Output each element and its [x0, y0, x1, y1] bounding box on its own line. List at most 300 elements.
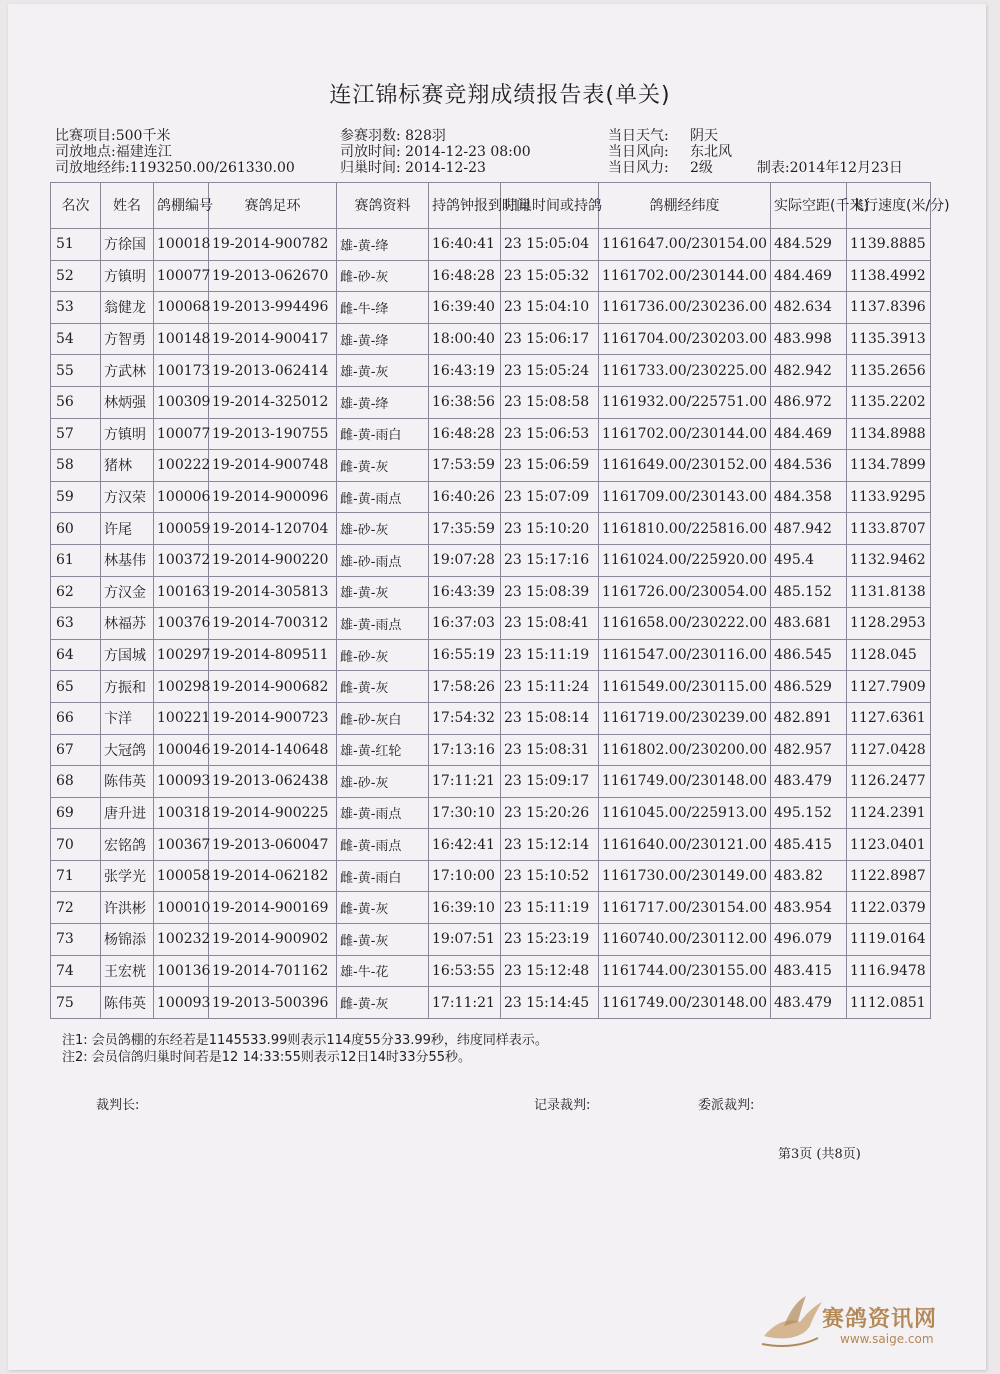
cell-bird-info: 雌-砂-灰白 [337, 702, 429, 734]
birds-value: 828羽 [405, 128, 446, 144]
info-block-right [608, 128, 903, 176]
cell-ring: 19-2014-900417 [209, 323, 337, 355]
cell-ring: 19-2013-500396 [209, 987, 337, 1019]
cell-bird-info: 雄-牛-花 [337, 955, 429, 987]
cell-ring: 19-2014-900096 [209, 481, 337, 513]
cell-distance: 485.152 [771, 576, 847, 608]
cell-rank: 68 [51, 766, 101, 798]
cell-bird-info: 雌-黄-雨白 [337, 418, 429, 450]
cell-bird-info: 雄-黄-绛 [337, 323, 429, 355]
cell-loft-no: 100010 [154, 892, 209, 924]
cell-rank: 53 [51, 292, 101, 324]
cell-speed: 1122.0379 [847, 892, 931, 924]
cell-speed: 1119.0164 [847, 924, 931, 956]
cell-rank: 52 [51, 260, 101, 292]
note-1: 注1: 会员鸽棚的东经若是1145533.99则表示114度55分33.99秒，纬度同样表示。 [62, 1033, 548, 1048]
table-row [51, 323, 931, 355]
cell-rank: 60 [51, 513, 101, 545]
cell-distance: 483.479 [771, 766, 847, 798]
col-loft-no: 鸽棚编号 [154, 183, 209, 229]
cell-rank: 59 [51, 481, 101, 513]
cell-loft-no: 100372 [154, 544, 209, 576]
birds-label: 参赛羽数: [340, 128, 401, 144]
table-row [51, 766, 931, 798]
cell-name: 宏铭鸽 [101, 829, 154, 861]
cell-rank: 72 [51, 892, 101, 924]
cell-coords: 1161024.00/225920.00 [599, 544, 771, 576]
col-bird-info: 赛鸽资料 [337, 183, 429, 229]
cell-loft-no: 100077 [154, 260, 209, 292]
cell-clock-time: 17:35:59 [429, 513, 501, 545]
cell-name: 卞洋 [101, 702, 154, 734]
cell-coords: 1161640.00/230121.00 [599, 829, 771, 861]
cell-clock-time: 17:13:16 [429, 734, 501, 766]
cell-ring: 19-2014-900220 [209, 544, 337, 576]
cell-distance: 485.415 [771, 829, 847, 861]
cell-clock-time: 17:54:32 [429, 702, 501, 734]
cell-name: 林基伟 [101, 544, 154, 576]
table-row [51, 513, 931, 545]
info-block-left [55, 128, 295, 176]
page-number: 第3页 (共8页) [778, 1147, 861, 1162]
cell-return-time: 23 15:08:31 [501, 734, 599, 766]
cell-rank: 62 [51, 576, 101, 608]
cell-loft-no: 100059 [154, 513, 209, 545]
cell-bird-info: 雌-黄-灰 [337, 671, 429, 703]
page-title: 连江锦标赛竞翔成绩报告表(单关) [329, 83, 671, 108]
cell-ring: 19-2014-900782 [209, 229, 337, 261]
pigeon-logo-icon [758, 1292, 828, 1352]
cell-name: 许洪彬 [101, 892, 154, 924]
cell-distance: 483.82 [771, 860, 847, 892]
cell-loft-no: 100093 [154, 766, 209, 798]
cell-rank: 73 [51, 924, 101, 956]
cell-return-time: 23 15:05:04 [501, 229, 599, 261]
cell-speed: 1128.045 [847, 639, 931, 671]
table-row [51, 955, 931, 987]
cell-return-time: 23 15:10:20 [501, 513, 599, 545]
table-row [51, 987, 931, 1019]
table-row [51, 639, 931, 671]
cell-loft-no: 100232 [154, 924, 209, 956]
cell-clock-time: 16:40:26 [429, 481, 501, 513]
cell-loft-no: 100077 [154, 418, 209, 450]
event-value: 500千米 [115, 128, 171, 144]
cell-distance: 495.4 [771, 544, 847, 576]
event-label: 比赛项目: [55, 128, 116, 144]
table-row [51, 418, 931, 450]
table-row [51, 260, 931, 292]
cell-ring: 19-2014-900225 [209, 797, 337, 829]
wind-force-label: 当日风力: [608, 160, 669, 176]
cell-name: 大冠鸽 [101, 734, 154, 766]
table-row [51, 702, 931, 734]
cell-return-time: 23 15:11:24 [501, 671, 599, 703]
cell-clock-time: 16:40:41 [429, 229, 501, 261]
table-row [51, 734, 931, 766]
cell-coords: 1161744.00/230155.00 [599, 955, 771, 987]
table-row [51, 229, 931, 261]
cell-ring: 19-2014-900169 [209, 892, 337, 924]
col-clock-time: 持鸽钟报到时间 [429, 183, 501, 229]
cell-coords: 1161736.00/230236.00 [599, 292, 771, 324]
col-speed: 飞行速度(米/分) [847, 183, 931, 229]
cell-distance: 482.634 [771, 292, 847, 324]
cell-coords: 1161719.00/230239.00 [599, 702, 771, 734]
cell-rank: 71 [51, 860, 101, 892]
cell-bird-info: 雄-砂-灰 [337, 513, 429, 545]
recorder-judge-label: 记录裁判: [534, 1098, 591, 1113]
cell-return-time: 23 15:08:58 [501, 386, 599, 418]
cell-ring: 19-2014-809511 [209, 639, 337, 671]
wind-force-value: 2级 [690, 160, 713, 176]
cell-speed: 1132.9462 [847, 544, 931, 576]
cell-name: 王宏桄 [101, 955, 154, 987]
delegate-judge-label: 委派裁判: [698, 1098, 755, 1113]
cell-coords: 1161717.00/230154.00 [599, 892, 771, 924]
cell-return-time: 23 15:11:19 [501, 892, 599, 924]
cell-rank: 70 [51, 829, 101, 861]
cell-speed: 1112.0851 [847, 987, 931, 1019]
cell-return-time: 23 15:05:24 [501, 355, 599, 387]
return-time-label: 归巢时间: [340, 160, 401, 176]
cell-rank: 61 [51, 544, 101, 576]
cell-speed: 1133.8707 [847, 513, 931, 545]
cell-return-time: 23 15:07:09 [501, 481, 599, 513]
cell-rank: 64 [51, 639, 101, 671]
table-row [51, 924, 931, 956]
cell-distance: 483.681 [771, 608, 847, 640]
cell-rank: 66 [51, 702, 101, 734]
table-row [51, 829, 931, 861]
table-header-row [51, 183, 931, 229]
col-rank: 名次 [51, 183, 101, 229]
cell-coords: 1161810.00/225816.00 [599, 513, 771, 545]
cell-bird-info: 雌-黄-雨点 [337, 829, 429, 861]
cell-rank: 67 [51, 734, 101, 766]
cell-name: 方汉金 [101, 576, 154, 608]
cell-distance: 483.479 [771, 987, 847, 1019]
cell-loft-no: 100148 [154, 323, 209, 355]
cell-ring: 19-2014-900902 [209, 924, 337, 956]
cell-distance: 487.942 [771, 513, 847, 545]
cell-distance: 484.469 [771, 418, 847, 450]
cell-loft-no: 100068 [154, 292, 209, 324]
cell-loft-no: 100046 [154, 734, 209, 766]
cell-clock-time: 16:38:56 [429, 386, 501, 418]
cell-return-time: 23 15:10:52 [501, 860, 599, 892]
cell-clock-time: 19:07:28 [429, 544, 501, 576]
cell-speed: 1127.6361 [847, 702, 931, 734]
release-coords-value: 1193250.00/261330.00 [129, 160, 295, 176]
chief-judge-label: 裁判长: [96, 1098, 140, 1113]
cell-coords: 1161649.00/230152.00 [599, 450, 771, 482]
table-row [51, 860, 931, 892]
cell-coords: 1161547.00/230116.00 [599, 639, 771, 671]
cell-coords: 1161709.00/230143.00 [599, 481, 771, 513]
cell-rank: 63 [51, 608, 101, 640]
info-block-middle [340, 128, 531, 176]
cell-clock-time: 16:39:40 [429, 292, 501, 324]
results-body [51, 229, 931, 1019]
cell-bird-info: 雌-牛-绛 [337, 292, 429, 324]
table-row [51, 576, 931, 608]
release-coords-label: 司放地经纬: [55, 160, 130, 176]
cell-speed: 1127.7909 [847, 671, 931, 703]
cell-bird-info: 雄-砂-雨点 [337, 544, 429, 576]
cell-distance: 484.529 [771, 229, 847, 261]
made-value: 2014年12月23日 [789, 160, 903, 176]
cell-rank: 58 [51, 450, 101, 482]
cell-coords: 1161647.00/230154.00 [599, 229, 771, 261]
cell-ring: 19-2014-140648 [209, 734, 337, 766]
watermark-url: www.saige.com [840, 1332, 934, 1346]
cell-distance: 486.529 [771, 671, 847, 703]
weather-value: 阴天 [690, 128, 718, 144]
cell-speed: 1128.2953 [847, 608, 931, 640]
made-label: 制表: [756, 160, 790, 176]
col-name: 姓名 [101, 183, 154, 229]
cell-coords: 1160740.00/230112.00 [599, 924, 771, 956]
cell-clock-time: 17:11:21 [429, 766, 501, 798]
wind-dir-value: 东北风 [690, 144, 732, 160]
cell-rank: 65 [51, 671, 101, 703]
cell-ring: 19-2014-900748 [209, 450, 337, 482]
cell-return-time: 23 15:06:17 [501, 323, 599, 355]
cell-distance: 483.998 [771, 323, 847, 355]
cell-clock-time: 16:43:19 [429, 355, 501, 387]
cell-speed: 1122.8987 [847, 860, 931, 892]
table-row [51, 671, 931, 703]
cell-loft-no: 100318 [154, 797, 209, 829]
cell-bird-info: 雌-黄-雨白 [337, 860, 429, 892]
cell-speed: 1126.2477 [847, 766, 931, 798]
cell-bird-info: 雄-黄-灰 [337, 355, 429, 387]
cell-return-time: 23 15:08:41 [501, 608, 599, 640]
table-row [51, 292, 931, 324]
col-return-time: 归巢时间或持鸽 [501, 183, 599, 229]
cell-bird-info: 雄-黄-雨点 [337, 608, 429, 640]
cell-bird-info: 雌-砂-灰 [337, 260, 429, 292]
cell-name: 方智勇 [101, 323, 154, 355]
cell-ring: 19-2014-700312 [209, 608, 337, 640]
weather-label: 当日天气: [608, 128, 669, 144]
cell-coords: 1161702.00/230144.00 [599, 260, 771, 292]
cell-name: 陈伟英 [101, 987, 154, 1019]
table-row [51, 481, 931, 513]
cell-clock-time: 19:07:51 [429, 924, 501, 956]
cell-name: 方镇明 [101, 418, 154, 450]
cell-loft-no: 100309 [154, 386, 209, 418]
cell-speed: 1135.3913 [847, 323, 931, 355]
cell-coords: 1161045.00/225913.00 [599, 797, 771, 829]
cell-clock-time: 17:11:21 [429, 987, 501, 1019]
cell-clock-time: 17:10:00 [429, 860, 501, 892]
cell-clock-time: 18:00:40 [429, 323, 501, 355]
cell-distance: 483.954 [771, 892, 847, 924]
cell-ring: 19-2013-062414 [209, 355, 337, 387]
cell-return-time: 23 15:17:16 [501, 544, 599, 576]
cell-clock-time: 16:53:55 [429, 955, 501, 987]
cell-return-time: 23 15:12:14 [501, 829, 599, 861]
cell-name: 猪林 [101, 450, 154, 482]
cell-speed: 1134.8988 [847, 418, 931, 450]
cell-distance: 482.957 [771, 734, 847, 766]
col-ring: 赛鸽足环 [209, 183, 337, 229]
cell-clock-time: 16:43:39 [429, 576, 501, 608]
cell-loft-no: 100376 [154, 608, 209, 640]
cell-loft-no: 100173 [154, 355, 209, 387]
watermark-name: 赛鸽资讯网 [822, 1307, 938, 1332]
table-row [51, 386, 931, 418]
cell-coords: 1161932.00/225751.00 [599, 386, 771, 418]
cell-rank: 69 [51, 797, 101, 829]
cell-speed: 1127.0428 [847, 734, 931, 766]
table-row [51, 544, 931, 576]
cell-ring: 19-2013-060047 [209, 829, 337, 861]
cell-name: 方振和 [101, 671, 154, 703]
cell-speed: 1124.2391 [847, 797, 931, 829]
cell-return-time: 23 15:20:26 [501, 797, 599, 829]
cell-ring: 19-2014-120704 [209, 513, 337, 545]
cell-distance: 486.545 [771, 639, 847, 671]
cell-bird-info: 雌-黄-灰 [337, 987, 429, 1019]
cell-ring: 19-2014-900682 [209, 671, 337, 703]
cell-clock-time: 16:42:41 [429, 829, 501, 861]
cell-name: 方镇明 [101, 260, 154, 292]
cell-speed: 1138.4992 [847, 260, 931, 292]
cell-speed: 1135.2656 [847, 355, 931, 387]
notes [62, 1032, 548, 1066]
cell-ring: 19-2014-062182 [209, 860, 337, 892]
cell-ring: 19-2014-900723 [209, 702, 337, 734]
cell-rank: 55 [51, 355, 101, 387]
cell-clock-time: 16:55:19 [429, 639, 501, 671]
cell-speed: 1137.8396 [847, 292, 931, 324]
cell-distance: 483.415 [771, 955, 847, 987]
cell-distance: 484.536 [771, 450, 847, 482]
results-table [50, 182, 950, 1019]
cell-return-time: 23 15:12:48 [501, 955, 599, 987]
cell-name: 许尾 [101, 513, 154, 545]
cell-rank: 74 [51, 955, 101, 987]
cell-speed: 1116.9478 [847, 955, 931, 987]
table-row [51, 355, 931, 387]
cell-distance: 495.152 [771, 797, 847, 829]
cell-name: 方武林 [101, 355, 154, 387]
table-row [51, 608, 931, 640]
cell-name: 方徐国 [101, 229, 154, 261]
cell-speed: 1135.2202 [847, 386, 931, 418]
cell-distance: 484.358 [771, 481, 847, 513]
cell-rank: 56 [51, 386, 101, 418]
cell-speed: 1133.9295 [847, 481, 931, 513]
cell-coords: 1161730.00/230149.00 [599, 860, 771, 892]
cell-coords: 1161702.00/230144.00 [599, 418, 771, 450]
note-2: 注2: 会员信鸽归巢时间若是12 14:33:55则表示12日14时33分55秒。 [62, 1050, 472, 1065]
cell-name: 陈伟英 [101, 766, 154, 798]
cell-coords: 1161749.00/230148.00 [599, 766, 771, 798]
cell-bird-info: 雄-黄-绛 [337, 386, 429, 418]
cell-coords: 1161658.00/230222.00 [599, 608, 771, 640]
cell-clock-time: 17:30:10 [429, 797, 501, 829]
cell-return-time: 23 15:11:19 [501, 639, 599, 671]
cell-rank: 57 [51, 418, 101, 450]
cell-coords: 1161704.00/230203.00 [599, 323, 771, 355]
cell-bird-info: 雄-黄-雨点 [337, 797, 429, 829]
cell-distance: 484.469 [771, 260, 847, 292]
table-row [51, 450, 931, 482]
cell-ring: 19-2013-190755 [209, 418, 337, 450]
cell-bird-info: 雄-砂-灰 [337, 766, 429, 798]
cell-return-time: 23 15:06:59 [501, 450, 599, 482]
return-time-value: 2014-12-23 [405, 160, 486, 176]
cell-loft-no: 100222 [154, 450, 209, 482]
cell-name: 林福苏 [101, 608, 154, 640]
cell-ring: 19-2014-325012 [209, 386, 337, 418]
cell-ring: 19-2013-062670 [209, 260, 337, 292]
cell-clock-time: 16:48:28 [429, 260, 501, 292]
cell-bird-info: 雌-黄-灰 [337, 450, 429, 482]
cell-clock-time: 16:39:10 [429, 892, 501, 924]
cell-distance: 496.079 [771, 924, 847, 956]
cell-clock-time: 16:37:03 [429, 608, 501, 640]
cell-name: 翁健龙 [101, 292, 154, 324]
watermark [758, 1292, 958, 1352]
cell-speed: 1131.8138 [847, 576, 931, 608]
cell-coords: 1161549.00/230115.00 [599, 671, 771, 703]
cell-return-time: 23 15:23:19 [501, 924, 599, 956]
cell-loft-no: 100018 [154, 229, 209, 261]
cell-loft-no: 100093 [154, 987, 209, 1019]
cell-ring: 19-2014-701162 [209, 955, 337, 987]
col-coords: 鸽棚经纬度 [599, 183, 771, 229]
cell-distance: 486.972 [771, 386, 847, 418]
cell-distance: 482.891 [771, 702, 847, 734]
cell-ring: 19-2014-305813 [209, 576, 337, 608]
cell-return-time: 23 15:05:32 [501, 260, 599, 292]
cell-bird-info: 雄-黄-灰 [337, 576, 429, 608]
cell-coords: 1161802.00/230200.00 [599, 734, 771, 766]
wind-dir-label: 当日风向: [608, 144, 669, 160]
cell-name: 方汉荣 [101, 481, 154, 513]
cell-rank: 75 [51, 987, 101, 1019]
cell-return-time: 23 15:08:14 [501, 702, 599, 734]
table-row [51, 797, 931, 829]
cell-name: 方国城 [101, 639, 154, 671]
cell-coords: 1161749.00/230148.00 [599, 987, 771, 1019]
cell-bird-info: 雌-黄-灰 [337, 924, 429, 956]
release-time-value: 2014-12-23 08:00 [405, 144, 531, 160]
release-place-label: 司放地点: [55, 144, 116, 160]
cell-name: 杨锦添 [101, 924, 154, 956]
cell-speed: 1123.0401 [847, 829, 931, 861]
cell-bird-info: 雄-黄-红轮 [337, 734, 429, 766]
cell-loft-no: 100367 [154, 829, 209, 861]
cell-loft-no: 100297 [154, 639, 209, 671]
col-distance: 实际空距(千米) [771, 183, 847, 229]
cell-return-time: 23 15:09:17 [501, 766, 599, 798]
cell-coords: 1161733.00/230225.00 [599, 355, 771, 387]
cell-return-time: 23 15:08:39 [501, 576, 599, 608]
cell-coords: 1161726.00/230054.00 [599, 576, 771, 608]
cell-rank: 51 [51, 229, 101, 261]
release-time-label: 司放时间: [340, 144, 401, 160]
cell-ring: 19-2013-062438 [209, 766, 337, 798]
cell-loft-no: 100058 [154, 860, 209, 892]
cell-loft-no: 100221 [154, 702, 209, 734]
release-place-value: 福建连江 [115, 144, 172, 160]
